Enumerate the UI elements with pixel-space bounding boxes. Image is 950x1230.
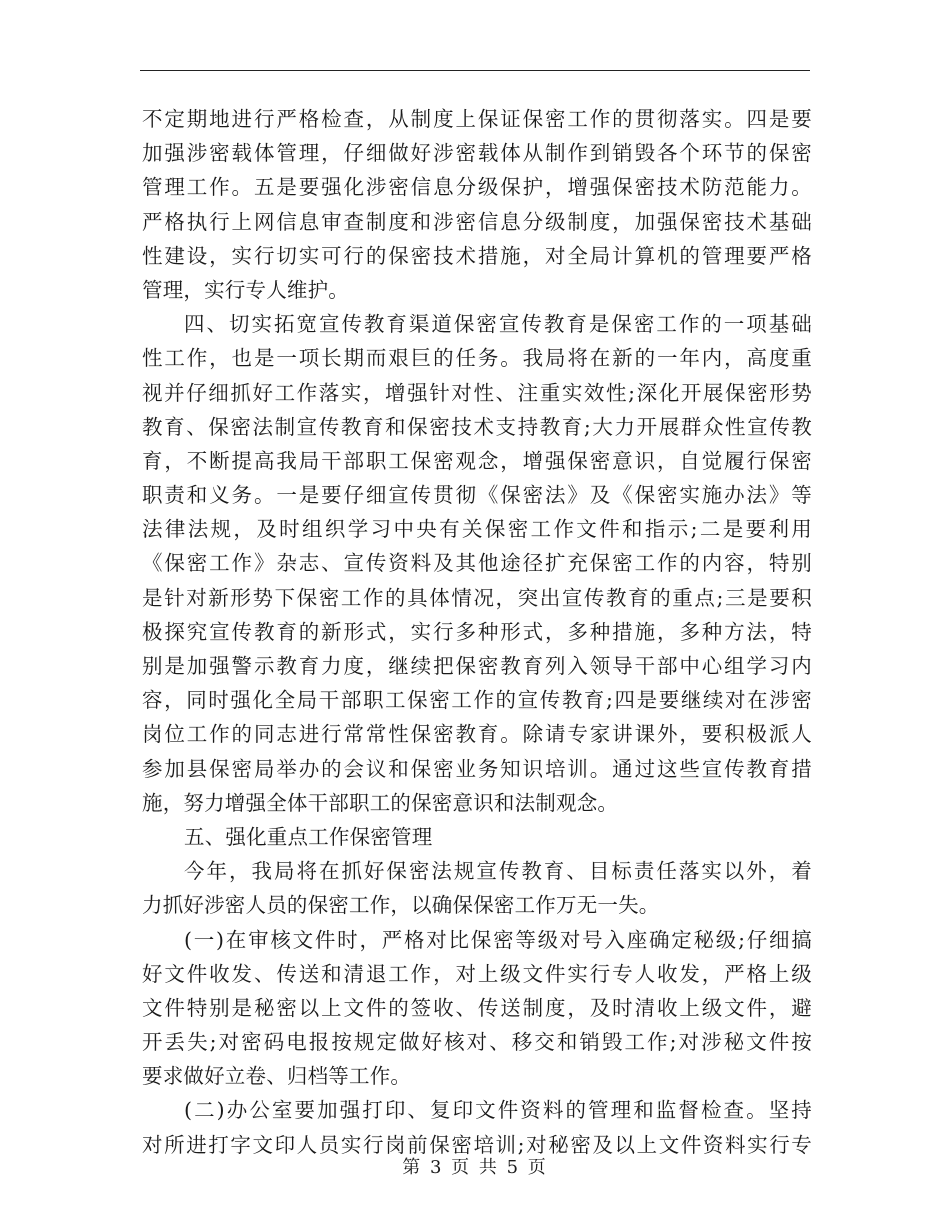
text-line: 《保密工作》杂志、宣传资料及其他途径扩充保密工作的内容，特别 xyxy=(142,551,812,576)
text-line: 四、切实拓宽宣传教育渠道保密宣传教育是保密工作的一项基础 xyxy=(184,312,812,337)
text-line: 对所进打字文印人员实行岗前保密培训;对秘密及以上文件资料实行专 xyxy=(142,1132,812,1157)
page-number-footer: 第 3 页 共 5 页 xyxy=(402,1157,548,1178)
text-line: 职责和义务。一是要仔细宣传贯彻《保密法》及《保密实施办法》等 xyxy=(142,483,812,508)
text-line: (二)办公室要加强打印、复印文件资料的管理和监督检查。坚持 xyxy=(184,1098,812,1123)
text-line: 性工作，也是一项长期而艰巨的任务。我局将在新的一年内，高度重 xyxy=(142,346,812,371)
text-line: 力抓好涉密人员的保密工作，以确保保密工作万无一失。 xyxy=(142,893,660,918)
header-rule xyxy=(140,70,810,71)
text-line: 要求做好立卷、归档等工作。 xyxy=(142,1064,412,1089)
text-line: 极探究宣传教育的新形式，实行多种形式，多种措施，多种方法，特 xyxy=(142,619,812,644)
text-line: 性建设，实行切实可行的保密技术措施，对全局计算机的管理要严格 xyxy=(142,243,812,268)
text-line: 严格执行上网信息审查制度和涉密信息分级制度，加强保密技术基础 xyxy=(142,209,812,234)
text-line: 视并仔细抓好工作落实，增强针对性、注重实效性;深化开展保密形势 xyxy=(142,380,812,405)
text-line: 开丢失;对密码电报按规定做好核对、移交和销毁工作;对涉秘文件按 xyxy=(142,1030,812,1055)
text-line: 管理，实行专人维护。 xyxy=(142,277,349,302)
text-line: 是针对新形势下保密工作的具体情况，突出宣传教育的重点;三是要积 xyxy=(142,585,812,610)
text-line: 文件特别是秘密以上文件的签收、传送制度，及时清收上级文件，避 xyxy=(142,995,812,1020)
text-line: 参加县保密局举办的会议和保密业务知识培训。通过这些宣传教育措 xyxy=(142,756,812,781)
text-line: 施，努力增强全体干部职工的保密意识和法制观念。 xyxy=(142,790,619,815)
text-line: 好文件收发、传送和清退工作，对上级文件实行专人收发，严格上级 xyxy=(142,961,812,986)
text-line: 今年，我局将在抓好保密法规宣传教育、目标责任落实以外，着 xyxy=(184,859,812,884)
document-body xyxy=(142,102,812,1162)
text-line: 五、强化重点工作保密管理 xyxy=(184,824,433,849)
text-line: 别是加强警示教育力度，继续把保密教育列入领导干部中心组学习内 xyxy=(142,654,812,678)
text-line: (一)在审核文件时，严格对比保密等级对号入座确定秘级;仔细搞 xyxy=(184,927,812,952)
text-line: 岗位工作的同志进行常常性保密教育。除请专家讲课外，要积极派人 xyxy=(142,722,812,747)
text-line: 育，不断提高我局干部职工保密观念，增强保密意识，自觉履行保密 xyxy=(142,448,812,473)
text-line: 加强涉密载体管理，仔细做好涉密载体从制作到销毁各个环节的保密 xyxy=(142,141,812,166)
text-line: 管理工作。五是要强化涉密信息分级保护，增强保密技术防范能力。 xyxy=(142,175,812,200)
text-line: 容，同时强化全局干部职工保密工作的宣传教育;四是要继续对在涉密 xyxy=(142,688,812,713)
text-line: 教育、保密法制宣传教育和保密技术支持教育;大力开展群众性宣传教 xyxy=(142,414,812,439)
text-line: 不定期地进行严格检查，从制度上保证保密工作的贯彻落实。四是要 xyxy=(142,107,812,131)
text-line: 法律法规，及时组织学习中央有关保密工作文件和指示;二是要利用 xyxy=(142,517,812,542)
